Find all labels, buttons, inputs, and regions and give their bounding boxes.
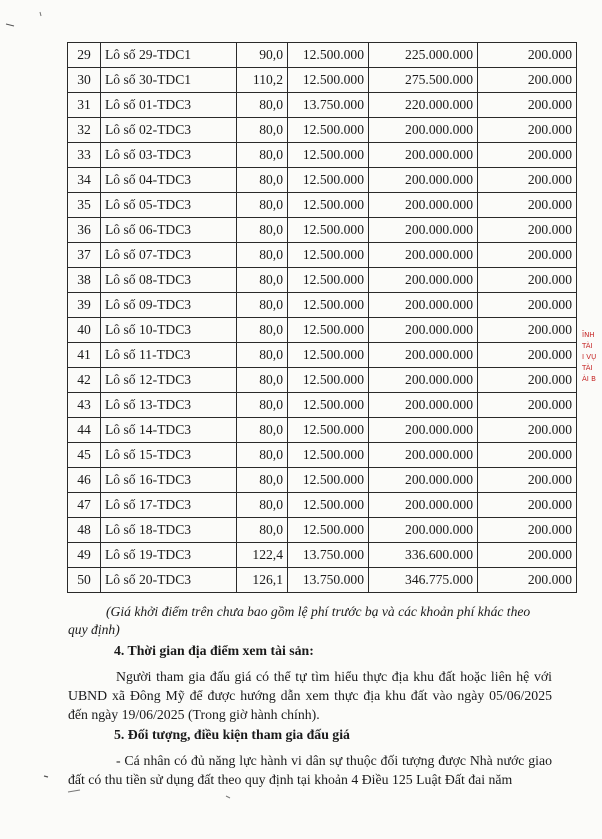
section-4-body: Người tham gia đấu giá có thể tự tìm hiểu thực địa khu đất hoặc liên hệ với UBND xã Đông Mỹ để được hướng dẫn xem thực địa khu đất vào ngày 05/06/2025 đến ngày 19/06/2025 (Trong giờ hành chính). — [68, 669, 552, 722]
lot-name-cell: Lô số 29-TDC1 — [101, 43, 237, 68]
lot-name-cell: Lô số 16-TDC3 — [101, 468, 237, 493]
table-row — [68, 318, 577, 343]
lot-area-cell: 80,0 — [237, 468, 288, 493]
unit-price-cell: 12.500.000 — [288, 218, 369, 243]
lot-area-cell: 80,0 — [237, 443, 288, 468]
dossier-fee-cell: 200.000 — [478, 68, 577, 93]
lot-name-cell: Lô số 13-TDC3 — [101, 393, 237, 418]
lot-name-cell: Lô số 18-TDC3 — [101, 518, 237, 543]
lot-number-cell: 39 — [68, 293, 101, 318]
unit-price-cell: 12.500.000 — [288, 68, 369, 93]
dossier-fee-cell: 200.000 — [478, 143, 577, 168]
unit-price-cell: 12.500.000 — [288, 368, 369, 393]
lot-number-cell: 47 — [68, 493, 101, 518]
lot-area-cell: 80,0 — [237, 218, 288, 243]
unit-price-cell: 13.750.000 — [288, 568, 369, 593]
auction-lots-table-body — [68, 43, 577, 593]
lot-area-cell: 126,1 — [237, 568, 288, 593]
section-5-body: - Cá nhân có đủ năng lực hành vi dân sự thuộc đối tượng được Nhà nước giao đất có thu tiền sử dụng đất theo quy định tại khoản 4 Điều 125 Luật Đất đai năm — [68, 753, 552, 787]
dossier-fee-cell: 200.000 — [478, 393, 577, 418]
unit-price-cell: 12.500.000 — [288, 43, 369, 68]
lot-number-cell: 41 — [68, 343, 101, 368]
lot-name-cell: Lô số 14-TDC3 — [101, 418, 237, 443]
unit-price-cell: 13.750.000 — [288, 543, 369, 568]
lot-area-cell: 122,4 — [237, 543, 288, 568]
table-row — [68, 493, 577, 518]
starting-price-cell: 200.000.000 — [369, 418, 478, 443]
unit-price-cell: 12.500.000 — [288, 468, 369, 493]
unit-price-cell: 12.500.000 — [288, 318, 369, 343]
starting-price-cell: 200.000.000 — [369, 243, 478, 268]
red-seal-fragment — [582, 330, 602, 406]
table-row — [68, 393, 577, 418]
starting-price-cell: 200.000.000 — [369, 368, 478, 393]
unit-price-cell: 12.500.000 — [288, 393, 369, 418]
table-row — [68, 218, 577, 243]
lot-name-cell: Lô số 06-TDC3 — [101, 218, 237, 243]
dossier-fee-cell: 200.000 — [478, 118, 577, 143]
unit-price-cell: 12.500.000 — [288, 168, 369, 193]
dossier-fee-cell: 200.000 — [478, 368, 577, 393]
lot-number-cell: 30 — [68, 68, 101, 93]
lot-number-cell: 40 — [68, 318, 101, 343]
lot-area-cell: 80,0 — [237, 268, 288, 293]
table-row — [68, 468, 577, 493]
auction-lots-table — [67, 42, 577, 593]
lot-number-cell: 42 — [68, 368, 101, 393]
table-row — [68, 268, 577, 293]
table-row — [68, 343, 577, 368]
dossier-fee-cell: 200.000 — [478, 568, 577, 593]
unit-price-cell: 12.500.000 — [288, 118, 369, 143]
unit-price-cell: 12.500.000 — [288, 268, 369, 293]
dossier-fee-cell: 200.000 — [478, 243, 577, 268]
starting-price-cell: 346.775.000 — [369, 568, 478, 593]
starting-price-cell: 200.000.000 — [369, 143, 478, 168]
section-5-heading: 5. Đối tượng, điều kiện tham gia đấu giá — [114, 727, 350, 742]
unit-price-cell: 12.500.000 — [288, 293, 369, 318]
dossier-fee-cell: 200.000 — [478, 43, 577, 68]
lot-name-cell: Lô số 04-TDC3 — [101, 168, 237, 193]
table-row — [68, 143, 577, 168]
starting-price-cell: 200.000.000 — [369, 293, 478, 318]
lot-area-cell: 80,0 — [237, 418, 288, 443]
lot-number-cell: 45 — [68, 443, 101, 468]
unit-price-cell: 12.500.000 — [288, 193, 369, 218]
table-row — [68, 518, 577, 543]
lot-number-cell: 46 — [68, 468, 101, 493]
lot-name-cell: Lô số 01-TDC3 — [101, 93, 237, 118]
lot-area-cell: 80,0 — [237, 393, 288, 418]
lot-area-cell: 80,0 — [237, 518, 288, 543]
lot-number-cell: 29 — [68, 43, 101, 68]
lot-name-cell: Lô số 10-TDC3 — [101, 318, 237, 343]
unit-price-cell: 12.500.000 — [288, 143, 369, 168]
lot-number-cell: 37 — [68, 243, 101, 268]
starting-price-cell: 225.000.000 — [369, 43, 478, 68]
lot-name-cell: Lô số 19-TDC3 — [101, 543, 237, 568]
lot-area-cell: 80,0 — [237, 193, 288, 218]
seal-text-line: ĨNH — [582, 331, 595, 339]
lot-number-cell: 43 — [68, 393, 101, 418]
table-row — [68, 418, 577, 443]
dossier-fee-cell: 200.000 — [478, 468, 577, 493]
lot-number-cell: 33 — [68, 143, 101, 168]
lot-area-cell: 80,0 — [237, 318, 288, 343]
lot-area-cell: 80,0 — [237, 143, 288, 168]
lot-number-cell: 35 — [68, 193, 101, 218]
dossier-fee-cell: 200.000 — [478, 168, 577, 193]
lot-number-cell: 48 — [68, 518, 101, 543]
starting-price-cell: 200.000.000 — [369, 393, 478, 418]
lot-name-cell: Lô số 12-TDC3 — [101, 368, 237, 393]
table-row — [68, 118, 577, 143]
scan-speck — [4, 10, 44, 30]
lot-name-cell: Lô số 30-TDC1 — [101, 68, 237, 93]
starting-price-cell: 220.000.000 — [369, 93, 478, 118]
table-row — [68, 68, 577, 93]
lot-area-cell: 80,0 — [237, 293, 288, 318]
lot-number-cell: 32 — [68, 118, 101, 143]
dossier-fee-cell: 200.000 — [478, 493, 577, 518]
scan-speck — [40, 768, 240, 808]
lot-number-cell: 44 — [68, 418, 101, 443]
lot-area-cell: 80,0 — [237, 343, 288, 368]
unit-price-cell: 12.500.000 — [288, 418, 369, 443]
starting-price-cell: 200.000.000 — [369, 318, 478, 343]
lot-area-cell: 80,0 — [237, 493, 288, 518]
starting-price-cell: 200.000.000 — [369, 168, 478, 193]
lot-name-cell: Lô số 09-TDC3 — [101, 293, 237, 318]
unit-price-cell: 12.500.000 — [288, 518, 369, 543]
starting-price-cell: 200.000.000 — [369, 268, 478, 293]
dossier-fee-cell: 200.000 — [478, 293, 577, 318]
unit-price-cell: 12.500.000 — [288, 443, 369, 468]
dossier-fee-cell: 200.000 — [478, 93, 577, 118]
lot-name-cell: Lô số 15-TDC3 — [101, 443, 237, 468]
seal-text-line: TÀI — [582, 364, 593, 372]
dossier-fee-cell: 200.000 — [478, 193, 577, 218]
unit-price-cell: 12.500.000 — [288, 493, 369, 518]
table-row — [68, 293, 577, 318]
table-row — [68, 543, 577, 568]
table-row — [68, 443, 577, 468]
table-row — [68, 93, 577, 118]
lot-name-cell: Lô số 05-TDC3 — [101, 193, 237, 218]
lot-area-cell: 80,0 — [237, 168, 288, 193]
starting-price-cell: 200.000.000 — [369, 218, 478, 243]
lot-name-cell: Lô số 03-TDC3 — [101, 143, 237, 168]
seal-text-line: TÀI — [582, 342, 593, 350]
lot-area-cell: 90,0 — [237, 43, 288, 68]
dossier-fee-cell: 200.000 — [478, 543, 577, 568]
dossier-fee-cell: 200.000 — [478, 218, 577, 243]
lot-name-cell: Lô số 20-TDC3 — [101, 568, 237, 593]
dossier-fee-cell: 200.000 — [478, 268, 577, 293]
lot-area-cell: 80,0 — [237, 243, 288, 268]
dossier-fee-cell: 200.000 — [478, 318, 577, 343]
lot-area-cell: 80,0 — [237, 368, 288, 393]
section-4-heading: 4. Thời gian địa điểm xem tài sản: — [114, 643, 314, 658]
starting-price-cell: 200.000.000 — [369, 118, 478, 143]
lot-area-cell: 110,2 — [237, 68, 288, 93]
starting-price-cell: 200.000.000 — [369, 468, 478, 493]
lot-number-cell: 49 — [68, 543, 101, 568]
lot-number-cell: 31 — [68, 93, 101, 118]
table-row — [68, 368, 577, 393]
seal-text-line: ÀI B — [582, 375, 596, 383]
starting-price-cell: 336.600.000 — [369, 543, 478, 568]
starting-price-cell: 200.000.000 — [369, 343, 478, 368]
table-row — [68, 568, 577, 593]
unit-price-cell: 12.500.000 — [288, 343, 369, 368]
starting-price-cell: 200.000.000 — [369, 193, 478, 218]
dossier-fee-cell: 200.000 — [478, 418, 577, 443]
lot-number-cell: 50 — [68, 568, 101, 593]
starting-price-cell: 275.500.000 — [369, 68, 478, 93]
lot-name-cell: Lô số 08-TDC3 — [101, 268, 237, 293]
unit-price-cell: 13.750.000 — [288, 93, 369, 118]
lot-name-cell: Lô số 02-TDC3 — [101, 118, 237, 143]
dossier-fee-cell: 200.000 — [478, 343, 577, 368]
table-row — [68, 43, 577, 68]
lot-name-cell: Lô số 17-TDC3 — [101, 493, 237, 518]
dossier-fee-cell: 200.000 — [478, 443, 577, 468]
lot-name-cell: Lô số 11-TDC3 — [101, 343, 237, 368]
unit-price-cell: 12.500.000 — [288, 243, 369, 268]
starting-price-cell: 200.000.000 — [369, 518, 478, 543]
dossier-fee-cell: 200.000 — [478, 518, 577, 543]
table-row — [68, 168, 577, 193]
seal-text-line: I VỤ — [582, 353, 597, 361]
price-note: (Giá khởi điểm trên chưa bao gồm lệ phí trước bạ và các khoản phí khác theo quy định) — [68, 604, 531, 637]
lot-number-cell: 36 — [68, 218, 101, 243]
starting-price-cell: 200.000.000 — [369, 443, 478, 468]
table-row — [68, 243, 577, 268]
lot-area-cell: 80,0 — [237, 93, 288, 118]
lot-area-cell: 80,0 — [237, 118, 288, 143]
lot-name-cell: Lô số 07-TDC3 — [101, 243, 237, 268]
lot-number-cell: 38 — [68, 268, 101, 293]
starting-price-cell: 200.000.000 — [369, 493, 478, 518]
lot-number-cell: 34 — [68, 168, 101, 193]
table-row — [68, 193, 577, 218]
